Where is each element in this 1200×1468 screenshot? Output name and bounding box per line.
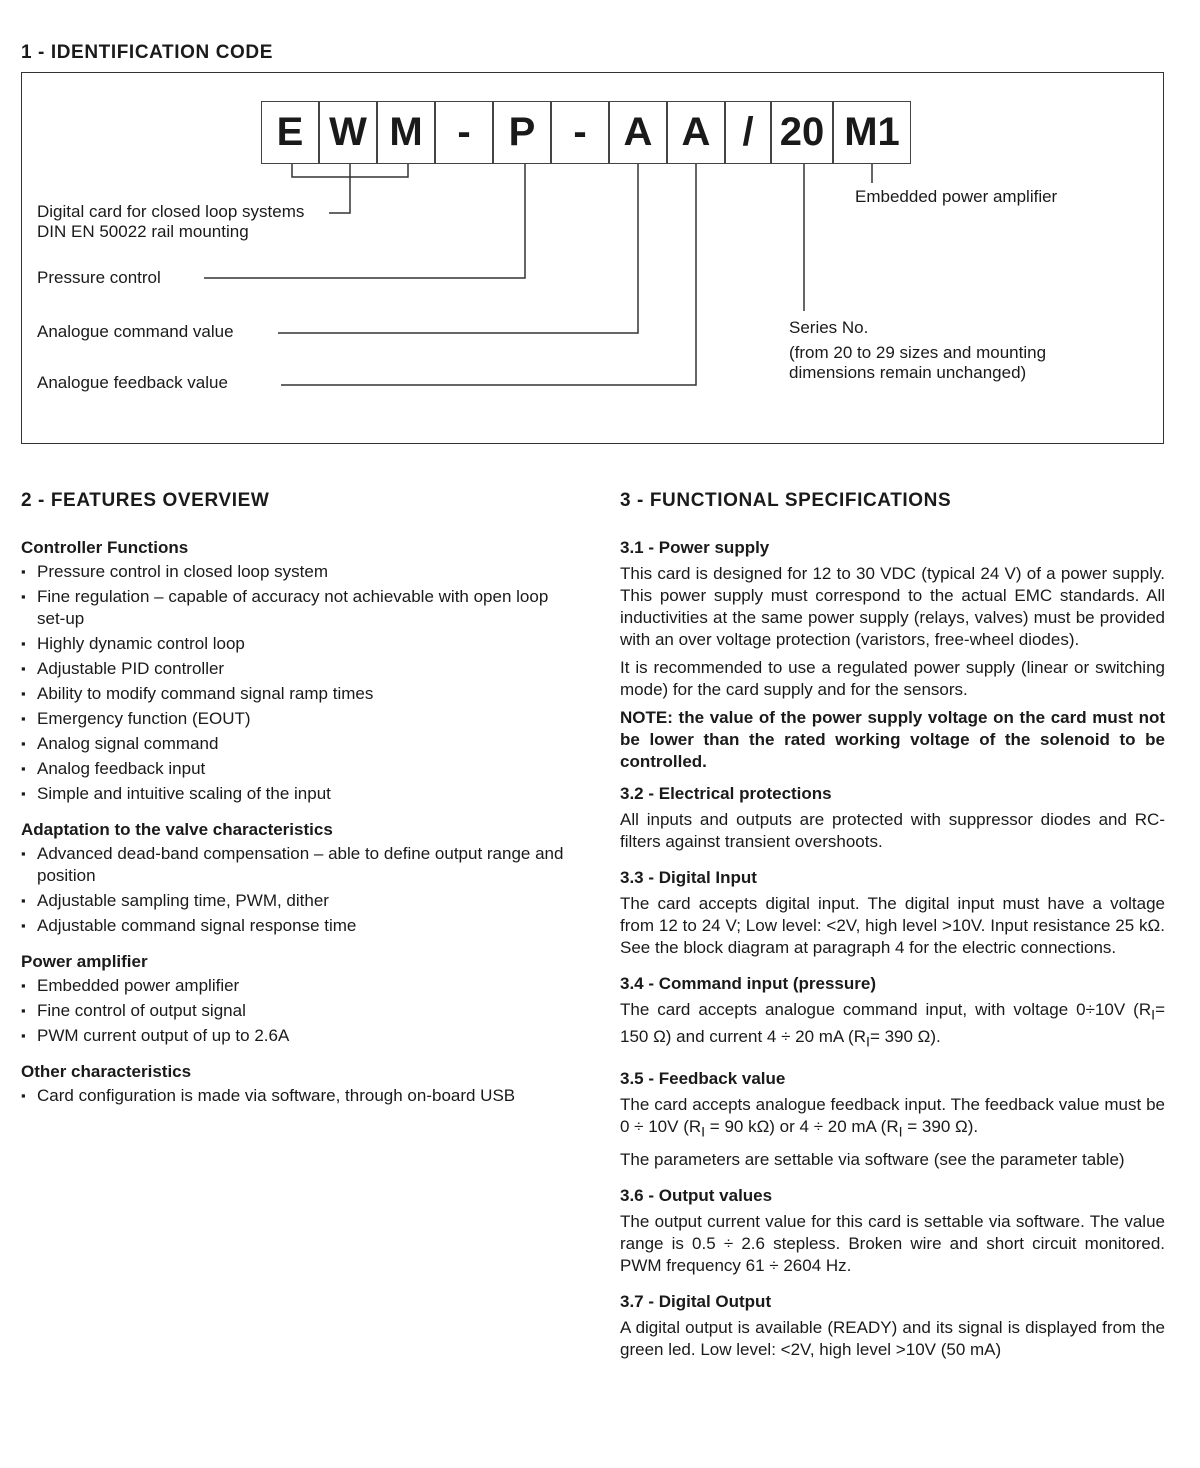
label-pressure-control: Pressure control (37, 268, 161, 287)
code-cell-p: P (493, 101, 551, 164)
code-cell-dash1: - (435, 101, 493, 164)
spec-heading-electrical-protections: 3.2 - Electrical protections (620, 784, 832, 803)
list-item: ▪ Embedded power amplifier (21, 975, 581, 997)
spec-paragraph: A digital output is available (READY) and its signal is displayed from the green led. Low level: <2V, high level >10V (50 mA) (620, 1318, 1165, 1360)
label-series-range-1: (from 20 to 29 sizes and mounting (789, 343, 1047, 362)
group-heading: Other characteristics (21, 1062, 192, 1081)
list-item: ▪ Analog feedback input (21, 758, 581, 780)
identification-code-box (21, 72, 1164, 444)
spec-heading-power-supply: 3.1 - Power supply (620, 538, 770, 557)
section3-title: 3 - FUNCTIONAL SPECIFICATIONS (620, 490, 952, 511)
code-cell-dash2: - (551, 101, 609, 164)
group-heading: Adaptation to the valve characteristics (21, 820, 333, 839)
spec-heading-digital-input: 3.3 - Digital Input (620, 868, 757, 887)
code-cell-slash: / (725, 101, 771, 164)
group-heading: Power amplifier (21, 952, 148, 971)
list-item: ▪ Adjustable command signal response time (21, 915, 581, 937)
section1-title: 1 - IDENTIFICATION CODE (21, 42, 274, 63)
label-analogue-command: Analogue command value (37, 322, 234, 341)
bullet-list (21, 1085, 581, 1107)
label-series-range-2: dimensions remain unchanged) (789, 363, 1027, 382)
list-item: ▪ Highly dynamic control loop (21, 633, 581, 655)
list-item: ▪ Simple and intuitive scaling of the input (21, 783, 581, 805)
label-embedded-amp: Embedded power amplifier (855, 187, 1058, 206)
spec-paragraph: The card accepts analogue feedback input. The feedback value must be 0 ÷ 10V ($R_I = 90$ kΩ) or 4 ÷ 20 mA ($R_I = 390$ Ω). (620, 1094, 1165, 1141)
list-item: ▪ Adjustable sampling time, PWM, dither (21, 890, 581, 912)
list-item: ▪ PWM current output of up to 2.6A (21, 1025, 581, 1047)
spec-paragraph: The parameters are settable via software (see the parameter table) (620, 1150, 1125, 1170)
code-cell-a2: A (667, 101, 725, 164)
bullet-list (21, 561, 581, 805)
code-cell-a1: A (609, 101, 667, 164)
list-item: ▪ Analog signal command (21, 733, 581, 755)
spec-paragraph: The card accepts digital input. The digital input must have a voltage from 12 to 24 V; Low level: <2V, high level >10V. Input resistance 25 kΩ. See the block diagram at paragraph 4 for the electric connections. (620, 894, 1165, 957)
section2-title: 2 - FEATURES OVERVIEW (21, 490, 270, 511)
spec-heading-digital-output: 3.7 - Digital Output (620, 1292, 772, 1312)
list-item: ▪ Fine control of output signal (21, 1000, 581, 1022)
spec-heading-output-values: 3.6 - Output values (620, 1186, 773, 1206)
spec-paragraph: The output current value for this card is settable via software. The value range is 0.5 ÷ 2.6 stepless. Broken wire and short circuit monitored. PWM frequency 61 ÷ 2604 Hz. (620, 1212, 1165, 1276)
spec-paragraph: It is recommended to use a regulated power supply (linear or switching mode) for the card supply and for the sensors. (620, 658, 1165, 699)
code-cell-e: E (261, 101, 319, 164)
spec-paragraph: This card is designed for 12 to 30 VDC (typical 24 V) of a power supply. This power supply must correspond to the actual EMC standards. All inductivities at the same power supply (relays, valves) must be provided with an over voltage protection (varistors, free-wheel diodes). (620, 564, 1165, 649)
features-column (21, 537, 581, 1121)
list-item: ▪ Emergency function (EOUT) (21, 708, 581, 730)
spec-paragraph: All inputs and outputs are protected with suppressor diodes and RC-filters against transient overshoots. (620, 810, 1165, 851)
code-cell-m1: M1 (833, 101, 911, 164)
list-item: ▪ Card configuration is made via software, through on-board USB (21, 1085, 581, 1107)
list-item: ▪ Pressure control in closed loop system (21, 561, 581, 583)
code-cell-m: M (377, 101, 435, 164)
code-cell-series: 20 (771, 101, 833, 164)
label-series-no: Series No. (789, 318, 869, 337)
label-analogue-feedback: Analogue feedback value (37, 373, 228, 392)
list-item: ▪ Ability to modify command signal ramp times (21, 683, 581, 705)
label-digital-card: Digital card for closed loop systems (37, 202, 305, 221)
label-rail-mounting: DIN EN 50022 rail mounting (37, 222, 249, 241)
list-item: ▪ Adjustable PID controller (21, 658, 581, 680)
list-item: ▪ Advanced dead-band compensation – able to define output range and position (21, 843, 581, 887)
code-cell-w: W (319, 101, 377, 164)
bullet-list (21, 975, 581, 1047)
spec-heading-command-input: 3.4 - Command input (pressure) (620, 974, 876, 993)
list-item: ▪ Fine regulation – capable of accuracy not achievable with open loop set-up (21, 586, 581, 630)
bullet-list (21, 843, 581, 937)
specifications-column (620, 537, 1165, 1367)
spec-heading-feedback-value: 3.5 - Feedback value (620, 1068, 786, 1088)
spec-paragraph: The card accepts analogue command input, with voltage 0÷10V ($R_I= 150$ Ω) and current 4 ÷ 20 mA ($R_I= 390$ Ω). (620, 1000, 1165, 1051)
spec-note: NOTE: the value of the power supply voltage on the card must not be lower than the rated working voltage of the solenoid to be controlled. (620, 708, 1165, 771)
group-heading: Controller Functions (21, 538, 189, 557)
